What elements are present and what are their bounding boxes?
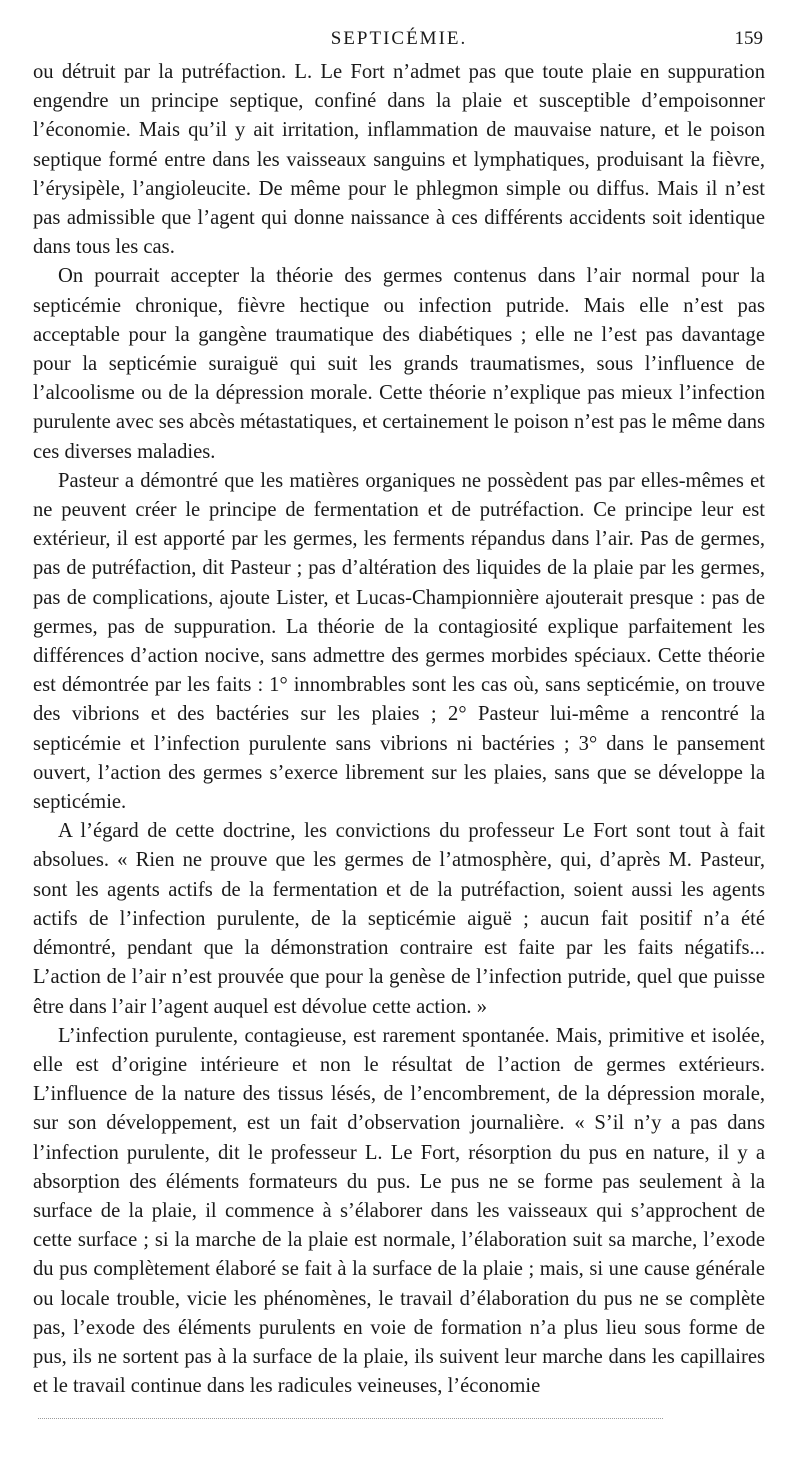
paragraph: ou détruit par la putréfaction. L. Le Fort n’admet pas que toute plaie en suppuration engendre un principe septique, confiné dans la plaie et susceptible d’empoisonner l’économie. Mais qu’il y ait irritation, inflammation de mauvaise nature, et le poison septique formé entre dans les vaisseaux sanguins et lymphatiques, produisant la fièvre, l’érysipèle, l’angioleucite. De même pour le phlegmon simple ou diffus. Mais il n’est pas admissible que l’agent qui donne naissance à ces différents accidents soit identique dans tous les cas.: [33, 61, 765, 259]
running-head: [33, 28, 765, 58]
paragraph: Pasteur a démontré que les matières organiques ne possèdent pas par elles-mêmes et ne peuvent créer le principe de fermentation et de putréfaction. Ce principe leur est extérieur, il est apporté par les germes, les ferments répandus dans l’air. Pas de germes, pas de putréfaction, dit Pasteur ; pas d’altération des liquides de la plaie par les germes, pas de complications, ajoute Lister, et Lucas-Championnière ajouterait presque : pas de germes, pas de suppuration. La théorie de la contagiosité explique parfaitement les différences d’action nocive, sans admettre des germes morbides spéciaux. Cette théorie est démontrée par les faits : 1° innombrables sont les cas où, sans septicémie, on trouve des vibrions et des bactéries sur les plaies ; 2° Pasteur lui-même a rencontré la septicémie et l’infection purulente sans vibrions ni bactéries ; 3° dans le pansement ouvert, l’action des germes s’exerce librement sur les plaies, sans que se développe la septicémie.: [33, 469, 765, 814]
paragraph: L’infection purulente, contagieuse, est rarement spontanée. Mais, primitive et isolée, elle est d’origine intérieure et non le résultat de l’action de germes extérieurs. L’influence de la nature des tissus lésés, de l’encombrement, de la dépression morale, sur son développement, est un fait d’observation journalière. « S’il n’y a pas dans l’infection purulente, dit le professeur L. Le Fort, résorption du pus en nature, il y a absorption des éléments formateurs du pus. Le pus ne se forme pas seulement à la surface de la plaie, il commence à s’élaborer dans les vaisseaux qui s’approchent de cette surface ; si la marche de la plaie est normale, l’élaboration suit sa marche, l’exode du pus complètement élaboré se fait à la surface de la plaie ; mais, si une cause générale ou locale trouble, vicie les phénomènes, le travail d’élaboration du pus ne se complète pas, l’exode des éléments purulents en voie de formation n’a plus lieu sous forme de pus, ils ne sortent pas à la surface de la plaie, ils suivent leur marche dans les capillaires et le travail continue dans les radicules veineuses, l’économie: [33, 1024, 765, 1398]
footer-rule: [38, 1418, 663, 1419]
running-title: SEPTICÉMIE.: [330, 28, 468, 49]
page-number: 159: [734, 28, 763, 49]
body-text: [33, 58, 765, 1401]
paragraph: On pourrait accepter la théorie des germes contenus dans l’air normal pour la septicémie chronique, fièvre hectique ou infection putride. Mais elle n’est pas acceptable pour la gangène traumatique des diabétiques ; elle ne l’est pas davantage pour la septicémie suraiguë qui suit les grands traumatismes, sous l’influence de l’alcoolisme ou de la dépression morale. Cette théorie n’explique pas mieux l’infection purulente avec ses abcès métastatiques, et certainement le poison n’est pas le même dans ces diverses maladies.: [33, 265, 765, 463]
paragraph: A l’égard de cette doctrine, les convictions du professeur Le Fort sont tout à fait absolues. « Rien ne prouve que les germes de l’atmosphère, qui, d’après M. Pasteur, sont les agents actifs de la fermentation et de la putréfaction, soient aussi les agents actifs de l’infection purulente, de la septicémie aiguë ; aucun fait positif n’a été démontré, pendant que la démonstration contraire est faite par les faits négatifs... L’action de l’air n’est prouvée que pour la genèse de l’infection putride, quel que puisse être dans l’air l’agent auquel est dévolue cette action. »: [33, 820, 765, 1018]
book-page: [33, 28, 765, 1401]
